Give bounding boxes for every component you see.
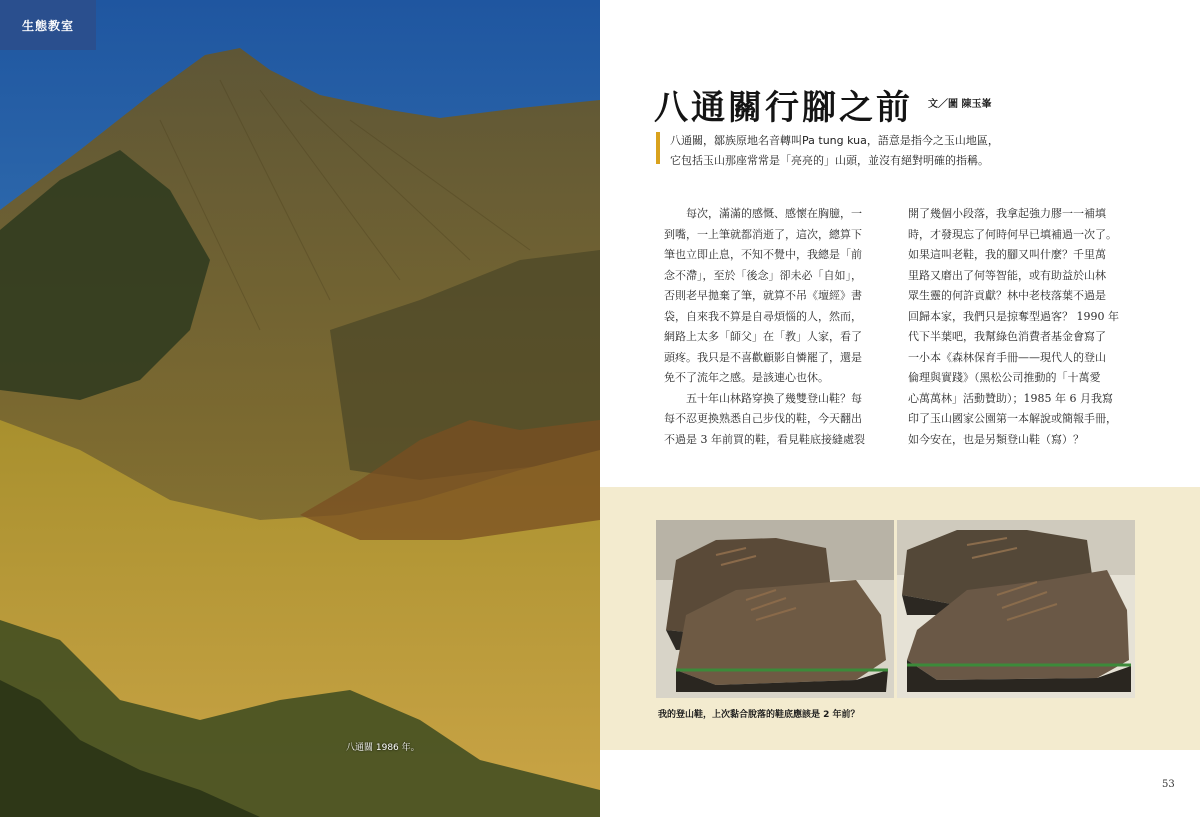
body-line: 印了玉山國家公園第一本解說或簡報手冊， bbox=[908, 412, 1117, 425]
article-byline: 文／圖 陳玉峯 bbox=[928, 99, 992, 110]
body-line: 免不了流年之感。是該連心也休。 bbox=[664, 371, 829, 384]
body-line: 網路上太多「師父」在「教」人家，看了 bbox=[664, 330, 862, 343]
body-line: 心萬萬林」活動贊助）；1985 年 6 月我寫 bbox=[908, 391, 1113, 405]
section-tab: 生態教室 bbox=[0, 0, 96, 50]
body-line: 到嘴，一上筆就都消逝了，這次，總算下 bbox=[664, 227, 862, 241]
figure-caption: 我的登山鞋，上次黏合脫落的鞋底應該是 2 年前？ bbox=[658, 710, 860, 720]
hiking-boots-photo-left bbox=[656, 520, 894, 698]
body-line: 代下半葉吧，我幫綠色消費者基金會寫了 bbox=[908, 330, 1106, 343]
body-line: 時，才發現忘了何時何早已填補過一次了。 bbox=[908, 227, 1117, 241]
body-line: 頭疼。我只是不喜歡顧影自憐罷了，還是 bbox=[664, 350, 862, 364]
body-line: 筆也立即止息，不知不覺中，我總是「前 bbox=[664, 248, 862, 261]
body-line: 倫理與實踐》（黑松公司推動的「十萬愛 bbox=[908, 371, 1101, 384]
body-column-left bbox=[664, 204, 894, 450]
article-title: 八通關行腳之前 bbox=[654, 88, 913, 128]
hiking-boots-photo-right bbox=[897, 520, 1135, 698]
article-page bbox=[600, 0, 1200, 817]
body-line: 每次，滿滿的感慨、感懷在胸臆，一 bbox=[664, 207, 862, 220]
body-line: 否則老早拋棄了筆，就算不吊《壇經》書 bbox=[664, 289, 862, 302]
photo-caption: 八通關 1986 年。 bbox=[346, 743, 420, 753]
body-line: 不過是 3 年前買的鞋，看見鞋底接縫處裂 bbox=[664, 432, 865, 446]
body-line: 如今安在，也是另類登山鞋（寫）？ bbox=[908, 432, 1084, 446]
lead-accent-bar bbox=[656, 132, 660, 164]
body-line: 里路又磨出了何等智能，或有助益於山林 bbox=[908, 268, 1106, 282]
body-line: 回歸本家，我們只是掠奪型過客？ 1990 年 bbox=[908, 309, 1119, 323]
page-number: 53 bbox=[1162, 779, 1175, 790]
body-line: 袋，自來我不算是自尋煩惱的人，然而， bbox=[664, 309, 862, 323]
lead-line: 八通關，鄒族原地名音轉叫Pa tung kua，語意是指今之玉山地區， bbox=[670, 134, 999, 147]
body-column-right bbox=[908, 204, 1138, 450]
body-line: 每不忍更換熟悉自己步伐的鞋，今天翻出 bbox=[664, 412, 862, 425]
figure-band bbox=[600, 487, 1200, 750]
body-line: 念不滯」，至於「後念」卻未必「自如」， bbox=[664, 268, 862, 282]
body-line: 如果這叫老鞋，我的腳又叫什麼？千里萬 bbox=[908, 248, 1106, 261]
article-lead bbox=[670, 131, 1030, 171]
lead-line: 它包括玉山那座常常是「亮亮的」山頭，並沒有絕對明確的指稱。 bbox=[670, 154, 989, 167]
body-line: 開了幾個小段落，我拿起強力膠一一補填 bbox=[908, 207, 1106, 220]
body-line: 五十年山林路穿換了幾雙登山鞋？每 bbox=[664, 391, 862, 405]
body-line: 眾生靈的何許貢獻？林中老枝落葉不過是 bbox=[908, 289, 1106, 302]
body-line: 一小本《森林保育手冊——現代人的登山 bbox=[908, 350, 1106, 364]
